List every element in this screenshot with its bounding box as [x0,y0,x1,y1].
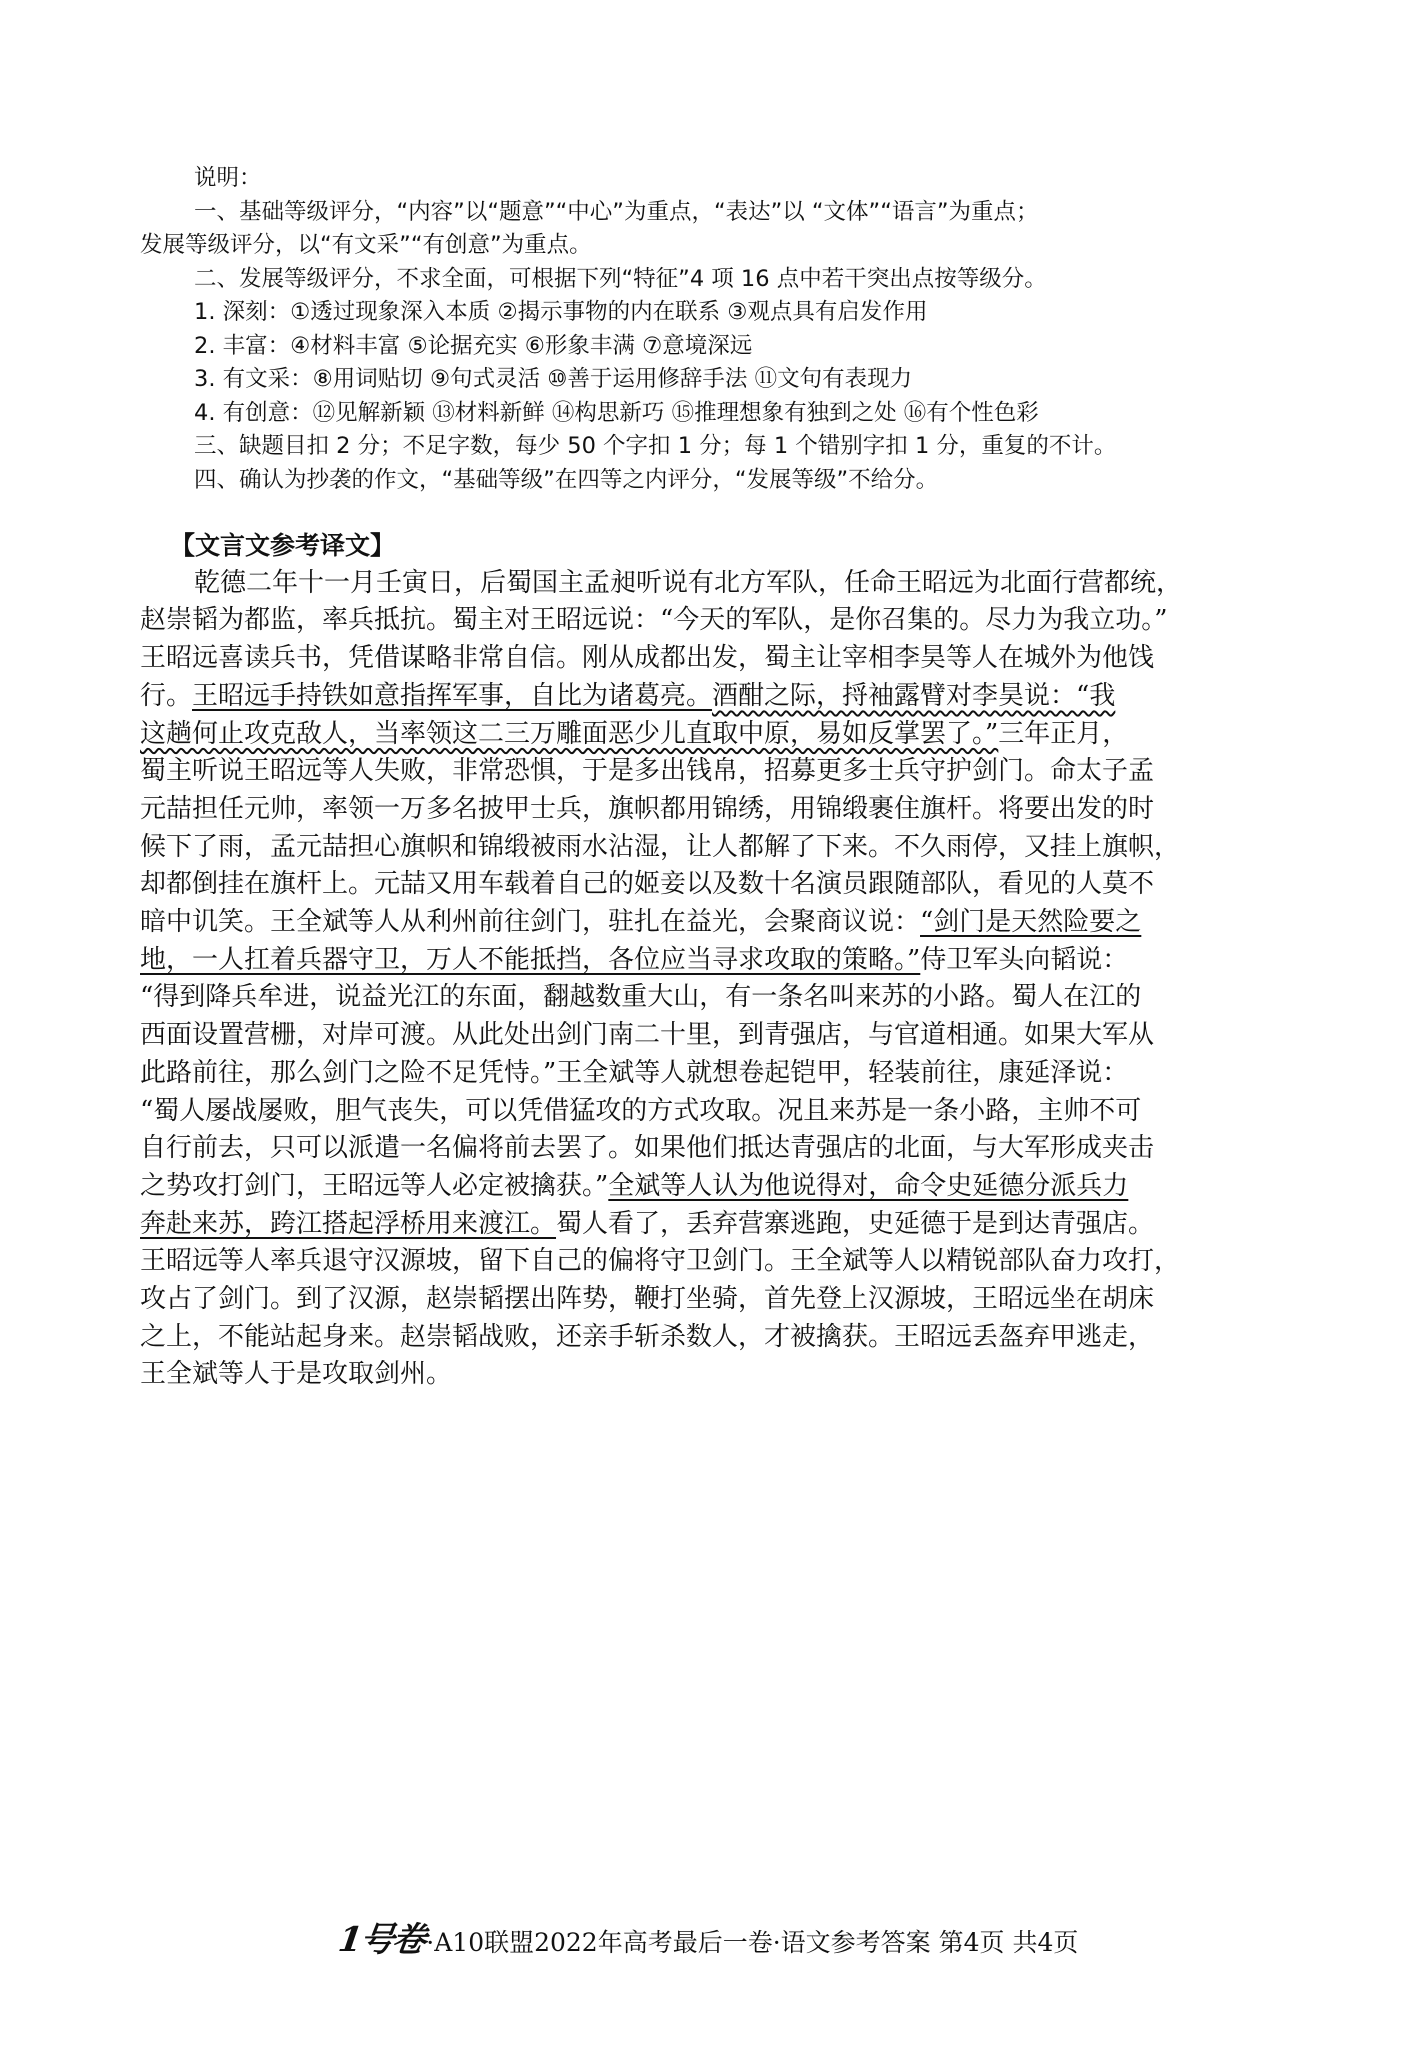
notes-item: 2. 丰富：④材料丰富 ⑤论据充实 ⑥形象丰满 ⑦意境深远 [194,332,753,359]
notes-title: 说明： [194,165,262,191]
translation-line [140,716,1290,754]
scoring-notes [140,162,1290,497]
translation-line [140,904,1290,942]
notes-item: 1. 深刻：①透过现象深入本质 ②揭示事物的内在联系 ③观点具有启发作用 [194,299,928,325]
translation-line: 元喆担任元帅，率领一万多名披甲士兵，旗帜都用锦绣，用锦缎裹住旗杆。将要出发的时 [140,793,1155,824]
notes-line-1-cont: 发展等级评分，以“有文采”“有创意”为重点。 [140,232,592,258]
brand-logo: 1号卷 [335,1920,427,1960]
translation-line: 候下了雨，孟元喆担心旗帜和锦缎被雨水沾湿，让人都解了下来。不久雨停，又挂上旗帜， [140,831,1181,862]
translation-line: “得到降兵牟进，说益光江的东面，翻越数重大山，有一条名叫来苏的小路。蜀人在江的 [140,982,1142,1013]
notes-item: 4. 有创意：⑫见解新颖 ⑬材料新鲜 ⑭构思新巧 ⑮推理想象有独到之处 ⑯有个性色彩 [194,399,1039,426]
translation-line: 乾德二年十一月壬寅日，后蜀国主孟昶听说有北方军队，任命王昭远为北面行营都统， [194,567,1183,598]
text-span: 三年正月， [998,718,1129,749]
wavy-underlined-sentence: 这趟何止攻克敌人，当率领这二三万雕面恶少儿直取中原，易如反掌罢了。” [140,718,999,749]
notes-item: 3. 有文采：⑧用词贴切 ⑨句式灵活 ⑩善于运用修辞手法 ⑪文句有表现力 [194,366,913,392]
text-span: 蜀人看了，丢弃营寨逃跑，史延德于是到达青强店。 [556,1208,1155,1239]
notes-line-3: 三、缺题目扣 2 分；不足字数，每少 50 个字扣 1 分；每 1 个错别字扣 1 分，重复的不计。 [194,433,1117,459]
notes-line-4: 四、确认为抄袭的作文，“基础等级”在四等之内评分，“发展等级”不给分。 [194,466,939,493]
text-span: 暗中讥笑。王全斌等人从利州前往剑门，驻扎在益光，会聚商议说： [140,907,921,938]
translation-line [140,942,1290,980]
translation-line: 自行前去，只可以派遣一名偏将前去罢了。如果他们抵达青强店的北面，与大军形成夹击 [140,1133,1155,1164]
notes-line-2: 二、发展等级评分，不求全面，可根据下列“特征”4 项 16 点中若干突出点按等级分。 [194,265,1047,292]
translation-line: 王昭远等人率兵退守汉源坡，留下自己的偏将守卫剑门。王全斌等人以精锐部队奋力攻打， [140,1246,1181,1277]
text-span: 侍卫军头向韬说： [920,944,1129,975]
translation-line: 攻占了剑门。到了汉源，赵崇韬摆出阵势，鞭打坐骑，首先登上汉源坡，王昭远坐在胡床 [140,1284,1155,1315]
translation-line: 此路前往，那么剑门之险不足凭恃。”王全斌等人就想卷起铠甲，轻装前往，康延泽说： [140,1057,1129,1088]
footer-text: ·A10联盟2022年高考最后一卷·语文参考答案 第4页 共4页 [426,1928,1079,1957]
notes-line-1: 一、基础等级评分，“内容”以“题意”“中心”为重点，“表达”以 “文体”“语言”为重点； [194,198,1039,225]
translation-line: 王昭远喜读兵书，凭借谋略非常自信。刚从成都出发，蜀主让宰相李昊等人在城外为他饯 [140,643,1155,674]
text-span: 之势攻打剑门，王昭远等人必定被擒获。” [140,1170,609,1201]
translation-section [140,527,1290,1394]
translation-line: 王全斌等人于是攻取剑州。 [140,1359,453,1390]
translation-line: 之上，不能站起身来。赵崇韬战败，还亲手斩杀数人，才被擒获。王昭远丢盔弃甲逃走， [140,1321,1155,1352]
underlined-sentence: 全斌等人认为他说得对，命令史延德分派兵力 [608,1170,1129,1201]
underlined-sentence: 王昭远手持铁如意指挥军事，自比为诸葛亮。 [192,680,713,711]
translation-line [140,1168,1290,1206]
translation-line: 赵崇韬为都监，率兵抵抗。蜀主对王昭远说：“今天的军队，是你召集的。尽力为我立功。” [140,605,1168,636]
translation-line: 西面设置营栅，对岸可渡。从此处出剑门南二十里，到青强店，与官道相通。如果大军从 [140,1020,1155,1051]
translation-heading: 【文言文参考译文】 [170,531,396,560]
page-footer [0,1912,1417,1961]
underlined-sentence: “剑门是天然险要之 [920,907,1142,938]
underlined-sentence: 地，一人扛着兵器守卫，万人不能抵挡，各位应当寻求攻取的策略。” [140,944,921,975]
translation-line [140,1206,1290,1244]
translation-line: 却都倒挂在旗杆上。元喆又用车载着自己的姬妾以及数十名演员跟随部队，看见的人莫不 [140,869,1155,900]
translation-line: “蜀人屡战屡败，胆气丧失，可以凭借猛攻的方式攻取。况且来苏是一条小路，主帅不可 [140,1095,1142,1126]
translation-line: 蜀主听说王昭远等人失败，非常恐惧，于是多出钱帛，招募更多士兵守护剑门。命太子孟 [140,756,1155,787]
translation-line [140,678,1290,716]
underlined-sentence: 奔赴来苏，跨江搭起浮桥用来渡江。 [140,1208,557,1239]
wavy-underlined-sentence: 酒酣之际，捋袖露臂对李昊说：“我 [712,680,1116,711]
text-span: 行。 [140,680,193,711]
